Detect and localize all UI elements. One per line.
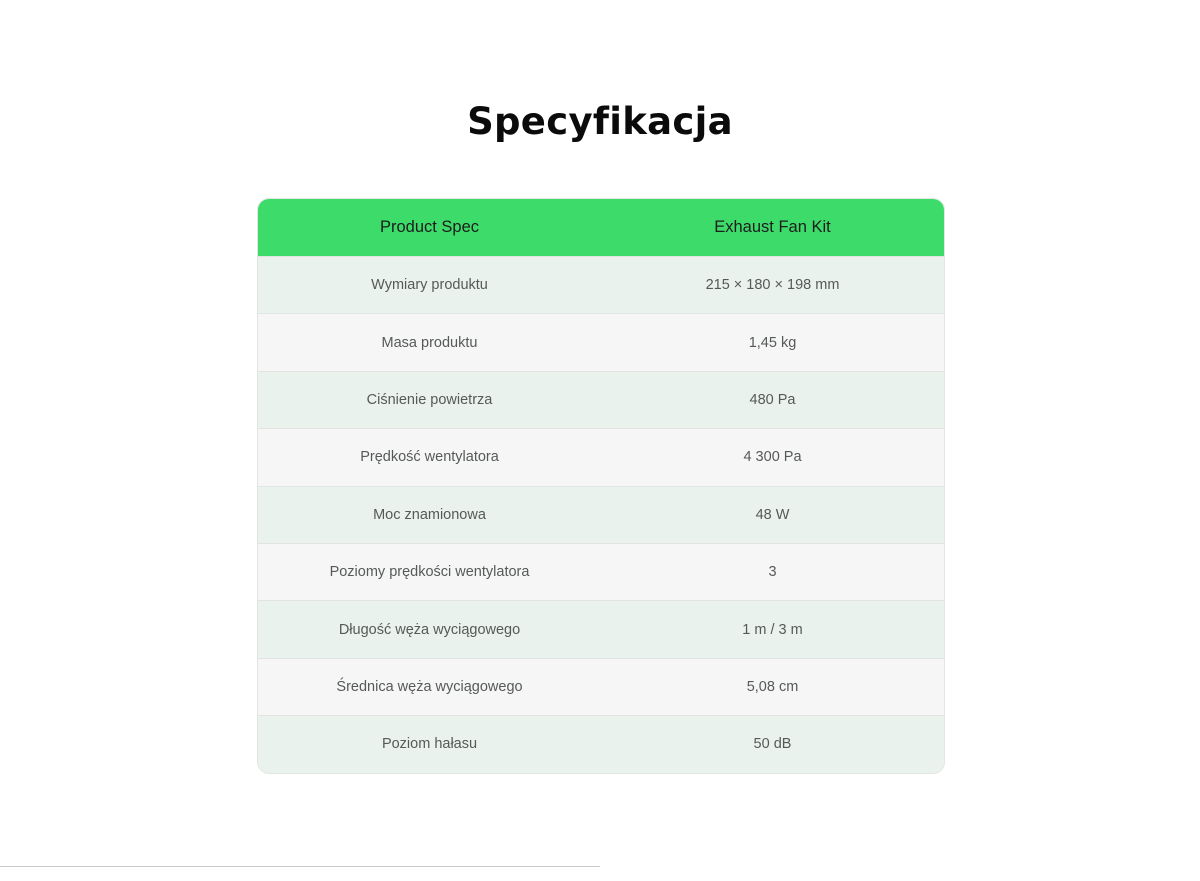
spec-label: Prędkość wentylatora [360,449,499,466]
divider [0,866,600,867]
spec-value: 1,45 kg [748,334,797,351]
spec-label: Moc znamionowa [373,506,486,523]
spec-label: Masa produktu [381,334,478,351]
table-row [258,600,944,657]
spec-value: 480 Pa [749,391,796,408]
table-row [258,658,944,715]
spec-label: Wymiary produktu [371,277,488,294]
spec-value: 215 × 180 × 198 mm [705,277,840,294]
table-row [258,715,944,772]
spec-value: 3 [768,564,777,581]
spec-value: 48 W [755,506,790,523]
spec-label: Poziom hałasu [381,736,478,753]
spec-value: 5,08 cm [746,678,799,695]
table-row [258,486,944,543]
table-row [258,543,944,600]
spec-value: 1 m / 3 m [742,621,803,638]
page-title: Specyfikacja [467,100,733,143]
table-row [258,428,944,485]
spec-table [257,198,945,774]
table-row [258,313,944,370]
header-exhaust-fan-kit: Exhaust Fan Kit [714,218,831,236]
spec-label: Średnica węża wyciągowego [336,678,523,695]
spec-label: Długość węża wyciągowego [338,621,521,638]
table-row [258,371,944,428]
spec-label: Poziomy prędkości wentylatora [329,564,530,581]
table-header [258,199,944,256]
header-product-spec: Product Spec [379,218,480,236]
table-row [258,256,944,313]
spec-value: 50 dB [753,736,792,753]
spec-label: Ciśnienie powietrza [366,391,493,408]
spec-value: 4 300 Pa [743,449,802,466]
